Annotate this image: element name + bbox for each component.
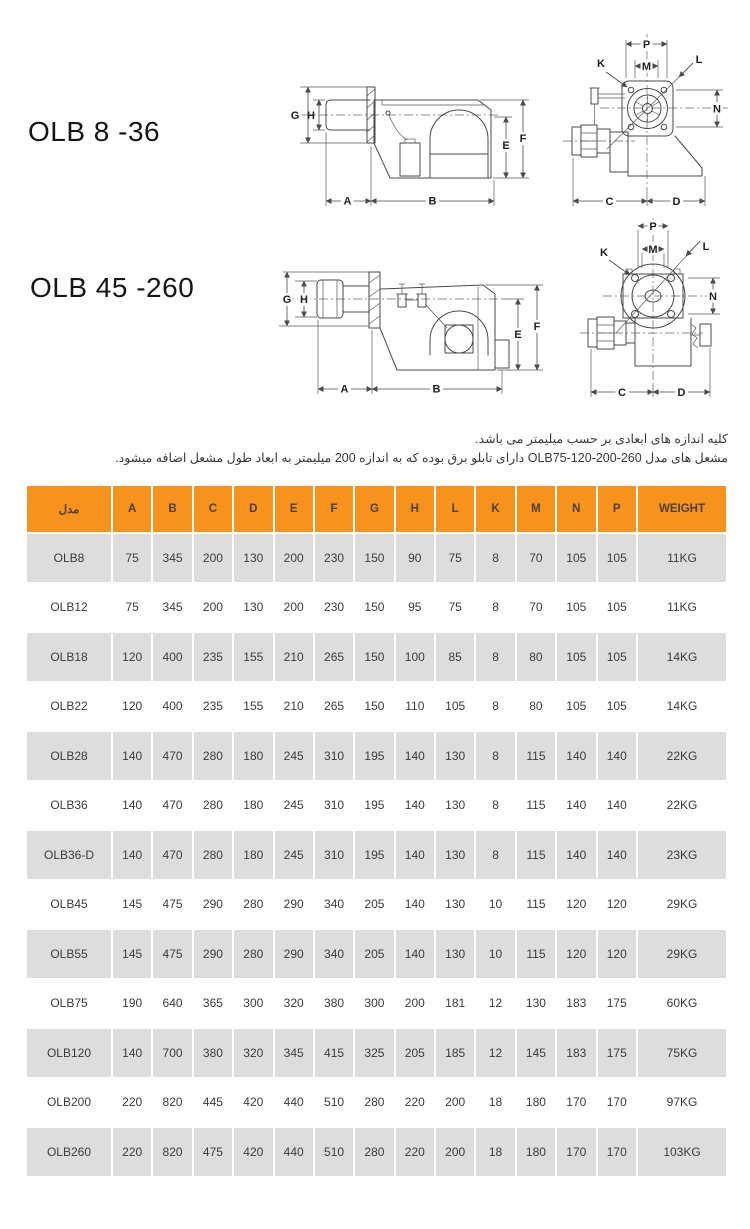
value-cell: 18 bbox=[476, 1128, 514, 1176]
value-cell: 75 bbox=[113, 584, 151, 632]
value-cell: 265 bbox=[315, 683, 353, 731]
dimension-lines bbox=[591, 220, 720, 400]
value-cell: 220 bbox=[396, 1079, 434, 1127]
table-row bbox=[27, 534, 726, 582]
value-cell: 150 bbox=[355, 683, 393, 731]
value-cell: 400 bbox=[153, 633, 191, 681]
value-cell: 200 bbox=[194, 584, 232, 632]
value-cell: 300 bbox=[234, 980, 272, 1028]
value-cell: 325 bbox=[355, 1029, 393, 1077]
bolt-hole bbox=[628, 87, 634, 93]
table-row bbox=[27, 633, 726, 681]
table-row bbox=[27, 1128, 726, 1176]
diagram-olb45-260-rear-view bbox=[558, 212, 748, 407]
weight-cell: 97KG bbox=[638, 1079, 726, 1127]
value-cell: 420 bbox=[234, 1128, 272, 1176]
weight-cell: 22KG bbox=[638, 732, 726, 780]
value-cell: 170 bbox=[598, 1079, 637, 1127]
model-cell: OLB45 bbox=[27, 881, 111, 929]
column-header-k: K bbox=[476, 486, 514, 532]
value-cell: 290 bbox=[194, 930, 232, 978]
value-cell: 170 bbox=[598, 1128, 637, 1176]
note-units: کلیه اندازه های ابعادی بر حسب میلیمتر می باشد. bbox=[475, 432, 728, 446]
value-cell: 130 bbox=[436, 881, 474, 929]
value-cell: 190 bbox=[113, 980, 151, 1028]
value-cell: 105 bbox=[598, 534, 637, 582]
value-cell: 475 bbox=[153, 881, 191, 929]
pump-box bbox=[495, 340, 509, 368]
value-cell: 180 bbox=[234, 831, 272, 879]
dim-label-f: F bbox=[533, 321, 541, 333]
value-cell: 200 bbox=[436, 1128, 474, 1176]
dim-label-p: P bbox=[649, 221, 657, 233]
value-cell: 210 bbox=[275, 683, 313, 731]
value-cell: 200 bbox=[396, 980, 434, 1028]
value-cell: 140 bbox=[396, 782, 434, 830]
value-cell: 470 bbox=[153, 782, 191, 830]
table-row bbox=[27, 881, 726, 929]
value-cell: 115 bbox=[517, 782, 555, 830]
value-cell: 200 bbox=[436, 1079, 474, 1127]
value-cell: 105 bbox=[598, 633, 637, 681]
model-cell: OLB75 bbox=[27, 980, 111, 1028]
fan-housing bbox=[430, 311, 488, 355]
dim-label-b: B bbox=[428, 195, 437, 208]
value-cell: 820 bbox=[153, 1128, 191, 1176]
value-cell: 10 bbox=[476, 930, 514, 978]
weight-cell: 75KG bbox=[638, 1029, 726, 1077]
value-cell: 105 bbox=[557, 534, 595, 582]
value-cell: 220 bbox=[113, 1128, 151, 1176]
model-cell: OLB36-D bbox=[27, 831, 111, 879]
value-cell: 245 bbox=[275, 831, 313, 879]
dim-label-n: N bbox=[709, 291, 717, 303]
weight-cell: 23KG bbox=[638, 831, 726, 879]
dim-label-c: C bbox=[618, 387, 626, 399]
model-title-olb45-260: OLB 45 -260 bbox=[30, 272, 195, 303]
value-cell: 130 bbox=[436, 930, 474, 978]
column-header-a: A bbox=[113, 486, 151, 532]
value-cell: 200 bbox=[194, 534, 232, 582]
value-cell: 183 bbox=[557, 980, 595, 1028]
column-header-g: G bbox=[355, 486, 393, 532]
model-cell: OLB22 bbox=[27, 683, 111, 731]
weight-cell: 60KG bbox=[638, 980, 726, 1028]
value-cell: 80 bbox=[517, 683, 555, 731]
burner-side-outline bbox=[302, 87, 498, 178]
motor-housing bbox=[430, 110, 488, 178]
value-cell: 105 bbox=[557, 633, 595, 681]
value-cell: 8 bbox=[476, 584, 514, 632]
value-cell: 130 bbox=[436, 782, 474, 830]
diagram-olb8-36-rear-view bbox=[545, 28, 750, 228]
dim-label-m: M bbox=[641, 61, 652, 73]
value-cell: 105 bbox=[598, 683, 637, 731]
burner-rear-outline bbox=[580, 218, 711, 384]
value-cell: 290 bbox=[275, 930, 313, 978]
weight-cell: 29KG bbox=[638, 930, 726, 978]
value-cell: 130 bbox=[234, 584, 272, 632]
weight-cell: 29KG bbox=[638, 881, 726, 929]
value-cell: 820 bbox=[153, 1079, 191, 1127]
value-cell: 70 bbox=[517, 534, 555, 582]
value-cell: 235 bbox=[194, 683, 232, 731]
value-cell: 235 bbox=[194, 633, 232, 681]
value-cell: 140 bbox=[113, 831, 151, 879]
value-cell: 265 bbox=[315, 633, 353, 681]
value-cell: 115 bbox=[517, 831, 555, 879]
weight-cell: 103KG bbox=[638, 1128, 726, 1176]
diagram-olb8-36-side-view bbox=[278, 40, 548, 220]
value-cell: 140 bbox=[113, 732, 151, 780]
table-row bbox=[27, 1079, 726, 1127]
weight-cell: 22KG bbox=[638, 782, 726, 830]
value-cell: 120 bbox=[557, 881, 595, 929]
value-cell: 140 bbox=[396, 930, 434, 978]
value-cell: 105 bbox=[557, 584, 595, 632]
column-header-n: N bbox=[557, 486, 595, 532]
value-cell: 310 bbox=[315, 831, 353, 879]
value-cell: 120 bbox=[113, 633, 151, 681]
column-header-p: P bbox=[598, 486, 637, 532]
value-cell: 220 bbox=[113, 1079, 151, 1127]
value-cell: 80 bbox=[517, 633, 555, 681]
value-cell: 130 bbox=[517, 980, 555, 1028]
dim-label-k: K bbox=[600, 247, 608, 259]
value-cell: 345 bbox=[275, 1029, 313, 1077]
value-cell: 140 bbox=[396, 881, 434, 929]
value-cell: 475 bbox=[153, 930, 191, 978]
value-cell: 140 bbox=[598, 732, 637, 780]
dim-label-m: M bbox=[648, 244, 658, 256]
value-cell: 140 bbox=[598, 831, 637, 879]
value-cell: 195 bbox=[355, 732, 393, 780]
value-cell: 415 bbox=[315, 1029, 353, 1077]
burner-side-outline bbox=[282, 272, 509, 370]
value-cell: 145 bbox=[113, 930, 151, 978]
note-control-panel: مشعل های مدل OLB75-120-200-260 دارای تابلو برق بوده که به اندازه 200 میلیمتر به ابعاد طول مشعل اضافه میشود. bbox=[115, 451, 728, 465]
column-header-d: D bbox=[234, 486, 272, 532]
value-cell: 310 bbox=[315, 732, 353, 780]
table-row bbox=[27, 1029, 726, 1077]
model-cell: OLB12 bbox=[27, 584, 111, 632]
model-title-olb8-36: OLB 8 -36 bbox=[28, 116, 161, 147]
value-cell: 155 bbox=[234, 683, 272, 731]
value-cell: 380 bbox=[194, 1029, 232, 1077]
value-cell: 205 bbox=[355, 881, 393, 929]
column-header-l: L bbox=[436, 486, 474, 532]
dim-label-a: A bbox=[340, 383, 349, 396]
value-cell: 700 bbox=[153, 1029, 191, 1077]
value-cell: 440 bbox=[275, 1128, 313, 1176]
dimensions-table bbox=[25, 484, 728, 1178]
diagram-olb45-260-side-view bbox=[275, 258, 545, 403]
fan-inlet bbox=[445, 325, 473, 353]
value-cell: 200 bbox=[275, 584, 313, 632]
value-cell: 170 bbox=[557, 1128, 595, 1176]
value-cell: 345 bbox=[153, 534, 191, 582]
value-cell: 130 bbox=[436, 831, 474, 879]
value-cell: 140 bbox=[557, 782, 595, 830]
solenoid-valve bbox=[591, 88, 598, 104]
value-cell: 180 bbox=[517, 1128, 555, 1176]
model-cell: OLB28 bbox=[27, 732, 111, 780]
table-row bbox=[27, 831, 726, 879]
value-cell: 150 bbox=[355, 534, 393, 582]
model-cell: OLB8 bbox=[27, 534, 111, 582]
value-cell: 180 bbox=[234, 732, 272, 780]
column-header-b: B bbox=[153, 486, 191, 532]
value-cell: 140 bbox=[557, 732, 595, 780]
header-row bbox=[27, 486, 726, 532]
value-cell: 105 bbox=[436, 683, 474, 731]
value-cell: 380 bbox=[315, 980, 353, 1028]
value-cell: 475 bbox=[194, 1128, 232, 1176]
model-cell: OLB200 bbox=[27, 1079, 111, 1127]
value-cell: 320 bbox=[275, 980, 313, 1028]
value-cell: 150 bbox=[355, 584, 393, 632]
value-cell: 280 bbox=[194, 831, 232, 879]
value-cell: 115 bbox=[517, 930, 555, 978]
weight-cell: 14KG bbox=[638, 633, 726, 681]
value-cell: 220 bbox=[396, 1128, 434, 1176]
value-cell: 200 bbox=[275, 534, 313, 582]
column-header-e: E bbox=[275, 486, 313, 532]
value-cell: 150 bbox=[355, 633, 393, 681]
model-cell: OLB120 bbox=[27, 1029, 111, 1077]
value-cell: 195 bbox=[355, 782, 393, 830]
value-cell: 205 bbox=[355, 930, 393, 978]
value-cell: 8 bbox=[476, 732, 514, 780]
value-cell: 170 bbox=[557, 1079, 595, 1127]
value-cell: 290 bbox=[275, 881, 313, 929]
column-header-h: H bbox=[396, 486, 434, 532]
value-cell: 18 bbox=[476, 1079, 514, 1127]
model-cell: OLB18 bbox=[27, 633, 111, 681]
value-cell: 280 bbox=[234, 881, 272, 929]
value-cell: 345 bbox=[153, 584, 191, 632]
notes-block bbox=[108, 430, 728, 468]
bolt-hole bbox=[632, 311, 639, 318]
weight-cell: 11KG bbox=[638, 534, 726, 582]
value-cell: 140 bbox=[396, 831, 434, 879]
value-cell: 175 bbox=[598, 980, 637, 1028]
lower-body bbox=[628, 136, 702, 176]
value-cell: 145 bbox=[113, 881, 151, 929]
value-cell: 75 bbox=[436, 534, 474, 582]
value-cell: 140 bbox=[557, 831, 595, 879]
value-cell: 340 bbox=[315, 881, 353, 929]
burner-body bbox=[374, 100, 491, 178]
table-header bbox=[27, 486, 726, 532]
value-cell: 8 bbox=[476, 534, 514, 582]
weight-cell: 14KG bbox=[638, 683, 726, 731]
value-cell: 185 bbox=[436, 1029, 474, 1077]
dim-label-a: A bbox=[343, 195, 352, 208]
dim-label-e: E bbox=[502, 140, 510, 152]
value-cell: 230 bbox=[315, 534, 353, 582]
table-row bbox=[27, 980, 726, 1028]
dim-label-n: N bbox=[713, 103, 721, 116]
value-cell: 145 bbox=[517, 1029, 555, 1077]
model-cell: OLB260 bbox=[27, 1128, 111, 1176]
value-cell: 181 bbox=[436, 980, 474, 1028]
dim-label-p: P bbox=[642, 39, 651, 51]
value-cell: 280 bbox=[194, 782, 232, 830]
value-cell: 180 bbox=[234, 782, 272, 830]
dim-label-h: H bbox=[300, 294, 308, 306]
dim-label-e: E bbox=[514, 329, 522, 341]
value-cell: 115 bbox=[517, 732, 555, 780]
value-cell: 155 bbox=[234, 633, 272, 681]
value-cell: 130 bbox=[234, 534, 272, 582]
value-cell: 105 bbox=[557, 683, 595, 731]
value-cell: 310 bbox=[315, 782, 353, 830]
column-header-c: C bbox=[194, 486, 232, 532]
value-cell: 320 bbox=[234, 1029, 272, 1077]
table-body bbox=[27, 534, 726, 1176]
value-cell: 280 bbox=[355, 1079, 393, 1127]
value-cell: 195 bbox=[355, 831, 393, 879]
column-header-m: M bbox=[517, 486, 555, 532]
value-cell: 115 bbox=[517, 881, 555, 929]
value-cell: 8 bbox=[476, 782, 514, 830]
value-cell: 75 bbox=[436, 584, 474, 632]
value-cell: 100 bbox=[396, 633, 434, 681]
value-cell: 290 bbox=[194, 881, 232, 929]
model-cell: OLB36 bbox=[27, 782, 111, 830]
value-cell: 140 bbox=[396, 732, 434, 780]
fuel-valve bbox=[398, 294, 406, 307]
value-cell: 12 bbox=[476, 1029, 514, 1077]
value-cell: 470 bbox=[153, 732, 191, 780]
value-cell: 365 bbox=[194, 980, 232, 1028]
value-cell: 440 bbox=[275, 1079, 313, 1127]
dim-label-h: H bbox=[307, 110, 315, 122]
value-cell: 445 bbox=[194, 1079, 232, 1127]
value-cell: 8 bbox=[476, 831, 514, 879]
value-cell: 470 bbox=[153, 831, 191, 879]
value-cell: 245 bbox=[275, 732, 313, 780]
value-cell: 8 bbox=[476, 633, 514, 681]
value-cell: 120 bbox=[598, 881, 637, 929]
dim-label-l: L bbox=[695, 54, 703, 66]
column-header-f: F bbox=[315, 486, 353, 532]
dim-label-g: G bbox=[282, 294, 292, 306]
value-cell: 340 bbox=[315, 930, 353, 978]
value-cell: 640 bbox=[153, 980, 191, 1028]
value-cell: 210 bbox=[275, 633, 313, 681]
dim-label-g: G bbox=[290, 110, 300, 122]
value-cell: 10 bbox=[476, 881, 514, 929]
value-cell: 280 bbox=[194, 732, 232, 780]
value-cell: 75 bbox=[113, 534, 151, 582]
value-cell: 85 bbox=[436, 633, 474, 681]
damper-box bbox=[700, 324, 711, 346]
table-row bbox=[27, 683, 726, 731]
value-cell: 420 bbox=[234, 1079, 272, 1127]
value-cell: 510 bbox=[315, 1128, 353, 1176]
dim-label-d: D bbox=[677, 387, 686, 399]
value-cell: 120 bbox=[598, 930, 637, 978]
dim-label-f: F bbox=[519, 133, 527, 145]
value-cell: 140 bbox=[113, 1029, 151, 1077]
value-cell: 12 bbox=[476, 980, 514, 1028]
table-row bbox=[27, 782, 726, 830]
table-row bbox=[27, 732, 726, 780]
value-cell: 205 bbox=[396, 1029, 434, 1077]
value-cell: 110 bbox=[396, 683, 434, 731]
value-cell: 180 bbox=[517, 1079, 555, 1127]
column-header-weight: WEIGHT bbox=[638, 486, 726, 532]
table-row bbox=[27, 584, 726, 632]
value-cell: 230 bbox=[315, 584, 353, 632]
value-cell: 300 bbox=[355, 980, 393, 1028]
dimension-lines bbox=[279, 272, 543, 396]
value-cell: 280 bbox=[234, 930, 272, 978]
value-cell: 245 bbox=[275, 782, 313, 830]
value-cell: 183 bbox=[557, 1029, 595, 1077]
value-cell: 280 bbox=[355, 1128, 393, 1176]
bolt-hole bbox=[668, 311, 675, 318]
value-cell: 90 bbox=[396, 534, 434, 582]
value-cell: 510 bbox=[315, 1079, 353, 1127]
column-header-model: مدل bbox=[27, 486, 111, 532]
value-cell: 140 bbox=[598, 782, 637, 830]
weight-cell: 11KG bbox=[638, 584, 726, 632]
table-row bbox=[27, 930, 726, 978]
value-cell: 130 bbox=[436, 732, 474, 780]
value-cell: 70 bbox=[517, 584, 555, 632]
value-cell: 400 bbox=[153, 683, 191, 731]
fuel-valve bbox=[418, 294, 426, 307]
value-cell: 120 bbox=[113, 683, 151, 731]
dim-label-k: K bbox=[597, 58, 605, 70]
lower-body bbox=[635, 318, 691, 366]
value-cell: 8 bbox=[476, 683, 514, 731]
value-cell: 120 bbox=[557, 930, 595, 978]
value-cell: 105 bbox=[598, 584, 637, 632]
bolt-hole bbox=[661, 124, 667, 130]
value-cell: 95 bbox=[396, 584, 434, 632]
ignition-transformer bbox=[400, 143, 420, 176]
dim-label-c: C bbox=[605, 196, 614, 208]
value-cell: 175 bbox=[598, 1029, 637, 1077]
bolt-hole bbox=[632, 275, 639, 282]
burner-rear-outline bbox=[563, 34, 730, 196]
dim-label-d: D bbox=[672, 196, 681, 208]
value-cell: 140 bbox=[113, 782, 151, 830]
model-cell: OLB55 bbox=[27, 930, 111, 978]
dim-label-l: L bbox=[702, 241, 710, 253]
dim-label-b: B bbox=[432, 383, 441, 396]
dimension-lines bbox=[573, 38, 723, 209]
